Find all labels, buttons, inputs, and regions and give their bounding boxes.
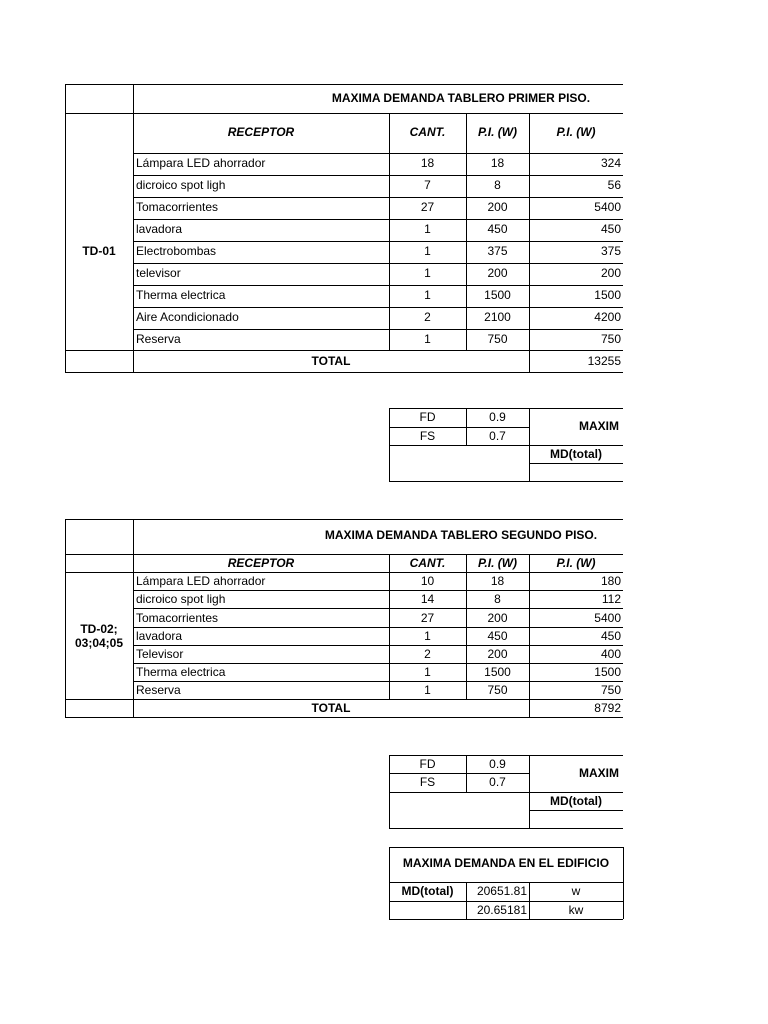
receptor-cell: dicroico spot ligh xyxy=(136,592,226,606)
pi-total-cell: 400 xyxy=(600,647,621,661)
table-gridline xyxy=(133,645,623,646)
receptor-cell: Televisor xyxy=(136,647,184,661)
board-code-line2: 03;04;05 xyxy=(74,636,124,650)
col-header-receptor: RECEPTOR xyxy=(227,556,295,570)
receptor-cell: Electrobombas xyxy=(136,244,217,258)
cant-cell: 1 xyxy=(424,266,431,280)
table-gridline xyxy=(529,408,530,481)
pi-cell: 200 xyxy=(487,611,508,625)
table-gridline xyxy=(133,153,623,154)
table-gridline xyxy=(133,329,623,330)
cant-cell: 1 xyxy=(424,222,431,236)
receptor-cell: Therma electrica xyxy=(136,288,226,302)
cant-cell: 27 xyxy=(420,611,435,625)
table-gridline xyxy=(133,519,134,717)
md-value-kw: 20.65181 xyxy=(476,903,527,917)
receptor-cell: televisor xyxy=(136,266,181,280)
pi-total-cell: 5400 xyxy=(594,611,621,625)
receptor-cell: dicroico spot ligh xyxy=(136,178,226,192)
table-gridline xyxy=(389,445,623,446)
fd-value: 0.9 xyxy=(489,410,506,424)
receptor-cell: Lámpara LED ahorrador xyxy=(136,156,266,170)
pi-cell: 750 xyxy=(487,683,508,697)
table-gridline xyxy=(65,554,623,555)
fs-label: FS xyxy=(419,429,436,443)
col-header-pi: P.I. (W) xyxy=(477,556,518,570)
cant-cell: 2 xyxy=(424,647,431,661)
pi-cell: 200 xyxy=(487,200,508,214)
receptor-cell: lavadora xyxy=(136,629,183,643)
table-gridline xyxy=(133,307,623,308)
cant-cell: 10 xyxy=(420,574,435,588)
table-gridline xyxy=(65,519,623,520)
cant-cell: 1 xyxy=(424,332,431,346)
table-gridline xyxy=(389,427,529,428)
table-title: MAXIMA DEMANDA TABLERO SEGUNDO PISO. xyxy=(324,528,598,542)
table-gridline xyxy=(529,810,623,811)
table-gridline xyxy=(623,847,624,919)
table-gridline xyxy=(65,372,623,373)
pi-cell: 200 xyxy=(487,266,508,280)
pi-total-cell: 5400 xyxy=(594,200,621,214)
unit-kw: kw xyxy=(568,903,584,917)
pi-total-cell: 180 xyxy=(600,574,621,588)
total-value: 13255 xyxy=(587,354,621,368)
total-label: TOTAL xyxy=(311,701,351,715)
table-gridline xyxy=(133,219,623,220)
table-gridline xyxy=(133,285,623,286)
pi-total-cell: 375 xyxy=(600,244,621,258)
pi-cell: 18 xyxy=(490,574,505,588)
pi-cell: 1500 xyxy=(484,665,511,679)
md-total-label: MD(total) xyxy=(550,447,602,461)
total-label: TOTAL xyxy=(311,354,351,368)
table-gridline xyxy=(65,84,623,85)
cant-cell: 1 xyxy=(424,683,431,697)
pi-cell: 750 xyxy=(487,332,508,346)
receptor-cell: Reserva xyxy=(136,332,181,346)
receptor-cell: Lámpara LED ahorrador xyxy=(136,574,266,588)
table-gridline xyxy=(389,792,623,793)
pi-cell: 1500 xyxy=(484,288,511,302)
unit-w: w xyxy=(571,884,581,898)
table-gridline xyxy=(133,627,623,628)
building-title: MAXIMA DEMANDA EN EL EDIFICIO xyxy=(402,856,610,870)
maxim-label: MAXIM xyxy=(579,766,619,780)
cant-cell: 27 xyxy=(420,200,435,214)
receptor-cell: Therma electrica xyxy=(136,665,226,679)
col-header-cant: CANT. xyxy=(409,125,446,139)
table-gridline xyxy=(389,828,623,829)
board-code: TD-01 xyxy=(82,244,116,258)
col-header-pi-total: P.I. (W) xyxy=(556,125,596,139)
pi-cell: 18 xyxy=(490,156,505,170)
pi-total-cell: 200 xyxy=(600,266,621,280)
table-gridline xyxy=(389,755,623,756)
col-header-pi: P.I. (W) xyxy=(477,125,518,139)
cant-cell: 1 xyxy=(424,288,431,302)
cant-cell: 1 xyxy=(424,629,431,643)
col-header-cant: CANT. xyxy=(409,556,446,570)
table-gridline xyxy=(65,113,623,114)
cant-cell: 7 xyxy=(424,178,431,192)
fs-value: 0.7 xyxy=(489,775,506,789)
receptor-cell: Reserva xyxy=(136,683,181,697)
table-gridline xyxy=(389,919,623,920)
table-gridline xyxy=(389,901,623,902)
table-gridline xyxy=(133,663,623,664)
table-title: MAXIMA DEMANDA TABLERO PRIMER PISO. xyxy=(331,91,591,105)
col-header-pi-total: P.I. (W) xyxy=(556,556,596,570)
receptor-cell: Tomacorrientes xyxy=(136,611,219,625)
pi-total-cell: 450 xyxy=(600,222,621,236)
pi-cell: 450 xyxy=(487,222,508,236)
board-code-line1: TD-02; xyxy=(80,622,118,636)
pi-total-cell: 750 xyxy=(600,683,621,697)
md-total-label: MD(total) xyxy=(401,884,454,898)
receptor-cell: Tomacorrientes xyxy=(136,200,219,214)
table-gridline xyxy=(389,773,529,774)
pi-cell: 2100 xyxy=(484,310,511,324)
col-header-receptor: RECEPTOR xyxy=(227,125,295,139)
table-gridline xyxy=(133,608,623,609)
cant-cell: 18 xyxy=(420,156,435,170)
md-value-w: 20651.81 xyxy=(476,884,527,898)
pi-total-cell: 1500 xyxy=(594,665,621,679)
table-gridline xyxy=(65,519,66,717)
table-gridline xyxy=(529,463,623,464)
fd-value: 0.9 xyxy=(489,757,506,771)
pi-total-cell: 1500 xyxy=(594,288,621,302)
pi-total-cell: 450 xyxy=(600,629,621,643)
table-gridline xyxy=(65,84,66,372)
fs-label: FS xyxy=(419,775,436,789)
cant-cell: 14 xyxy=(420,592,435,606)
pi-cell: 8 xyxy=(494,592,501,606)
pi-cell: 375 xyxy=(487,244,508,258)
table-gridline xyxy=(389,481,623,482)
table-gridline xyxy=(65,572,623,573)
table-gridline xyxy=(65,717,623,718)
pi-cell: 200 xyxy=(487,647,508,661)
pi-cell: 8 xyxy=(494,178,501,192)
table-gridline xyxy=(133,590,623,591)
table-gridline xyxy=(65,350,623,351)
total-value: 8792 xyxy=(594,701,621,715)
receptor-cell: Aire Acondicionado xyxy=(136,310,239,324)
maxim-label: MAXIM xyxy=(579,419,619,433)
table-gridline xyxy=(389,408,623,409)
pi-cell: 450 xyxy=(487,629,508,643)
table-gridline xyxy=(133,175,623,176)
table-gridline xyxy=(65,699,623,700)
receptor-cell: lavadora xyxy=(136,222,183,236)
table-gridline xyxy=(133,241,623,242)
fd-label: FD xyxy=(419,410,436,424)
pi-total-cell: 56 xyxy=(607,178,621,192)
fd-label: FD xyxy=(419,757,436,771)
pi-total-cell: 112 xyxy=(601,592,621,606)
pi-total-cell: 4200 xyxy=(594,310,621,324)
table-gridline xyxy=(529,755,530,828)
table-gridline xyxy=(389,882,623,883)
table-gridline xyxy=(133,681,623,682)
table-gridline xyxy=(133,197,623,198)
cant-cell: 1 xyxy=(424,244,431,258)
table-gridline xyxy=(389,847,623,848)
table-gridline xyxy=(133,263,623,264)
cant-cell: 2 xyxy=(424,310,431,324)
fs-value: 0.7 xyxy=(489,429,506,443)
pi-total-cell: 750 xyxy=(600,332,621,346)
pi-total-cell: 324 xyxy=(600,156,621,170)
cant-cell: 1 xyxy=(424,665,431,679)
md-total-label: MD(total) xyxy=(550,794,602,808)
